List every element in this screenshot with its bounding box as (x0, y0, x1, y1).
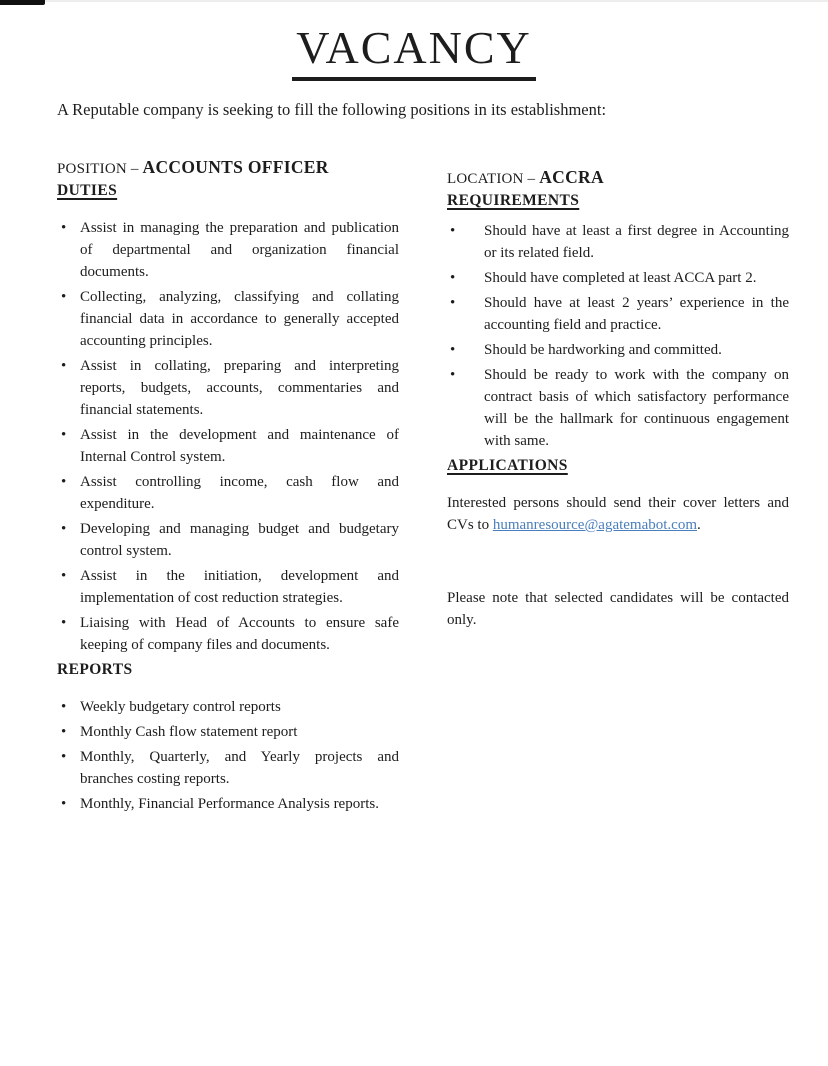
duties-list (57, 217, 399, 656)
left-column (57, 156, 399, 818)
scan-top-edge (0, 0, 828, 2)
list-item: • Should have completed at least ACCA part 2. (447, 267, 789, 289)
list-item: • Monthly, Quarterly, and Yearly projects and branches costing reports. (57, 746, 399, 790)
position-value: ACCOUNTS OFFICER (142, 157, 329, 177)
position-label: POSITION – (57, 161, 139, 177)
email-link[interactable]: humanresource@agatemabot.com (492, 517, 697, 533)
list-item: • Should be ready to work with the company on contract basis of which satisfactory performance will be the hallmark for continuous engagement with same. (447, 364, 789, 452)
list-item: • Assist in collating, preparing and interpreting reports, budgets, accounts, commentaries and financial statements. (57, 355, 399, 421)
list-item: • Assist controlling income, cash flow and expenditure. (57, 471, 399, 515)
list-item: • Should be hardworking and committed. (447, 339, 789, 361)
reports-heading: REPORTS (57, 661, 133, 678)
duties-heading: DUTIES (57, 182, 118, 199)
scan-artifact (0, 0, 45, 5)
location-value: ACCRA (539, 167, 604, 187)
applications-text-suffix: . (697, 517, 701, 533)
title-wrap (0, 0, 828, 81)
list-item: • Assist in the initiation, development and implementation of cost reduction strategies. (57, 565, 399, 609)
applications-text: Interested persons should send their cover letters and CVs to (447, 495, 789, 533)
list-item: • Developing and managing budget and budgetary control system. (57, 518, 399, 562)
page-title: VACANCY (292, 25, 536, 81)
right-column (447, 156, 789, 818)
position-line (57, 156, 399, 180)
location-label: LOCATION – (447, 171, 536, 187)
list-item: • Monthly, Financial Performance Analysis reports. (57, 793, 399, 815)
list-item: • Should have at least 2 years’ experience in the accounting field and practice. (447, 292, 789, 336)
list-item: • Monthly Cash flow statement report (57, 721, 399, 743)
requirements-heading: REQUIREMENTS (447, 192, 580, 209)
list-item: • Assist in the development and maintenance of Internal Control system. (57, 424, 399, 468)
list-item: • Collecting, analyzing, classifying and collating financial data in accordance to generally accepted accounting principles. (57, 286, 399, 352)
location-line (447, 166, 789, 190)
contact-note: Please note that selected candidates will be contacted only. (447, 590, 789, 628)
applications-body (447, 492, 789, 536)
list-item: • Liaising with Head of Accounts to ensure safe keeping of company files and documents. (57, 612, 399, 656)
list-item: • Assist in managing the preparation and publication of departmental and organization financial documents. (57, 217, 399, 283)
intro-text: A Reputable company is seeking to fill the following positions in its establishment: (57, 100, 607, 119)
applications-heading: APPLICATIONS (447, 457, 568, 474)
reports-list (57, 696, 399, 815)
two-column-layout (0, 156, 828, 818)
requirements-list (447, 220, 789, 452)
list-item: • Weekly budgetary control reports (57, 696, 399, 718)
list-item: • Should have at least a first degree in Accounting or its related field. (447, 220, 789, 264)
